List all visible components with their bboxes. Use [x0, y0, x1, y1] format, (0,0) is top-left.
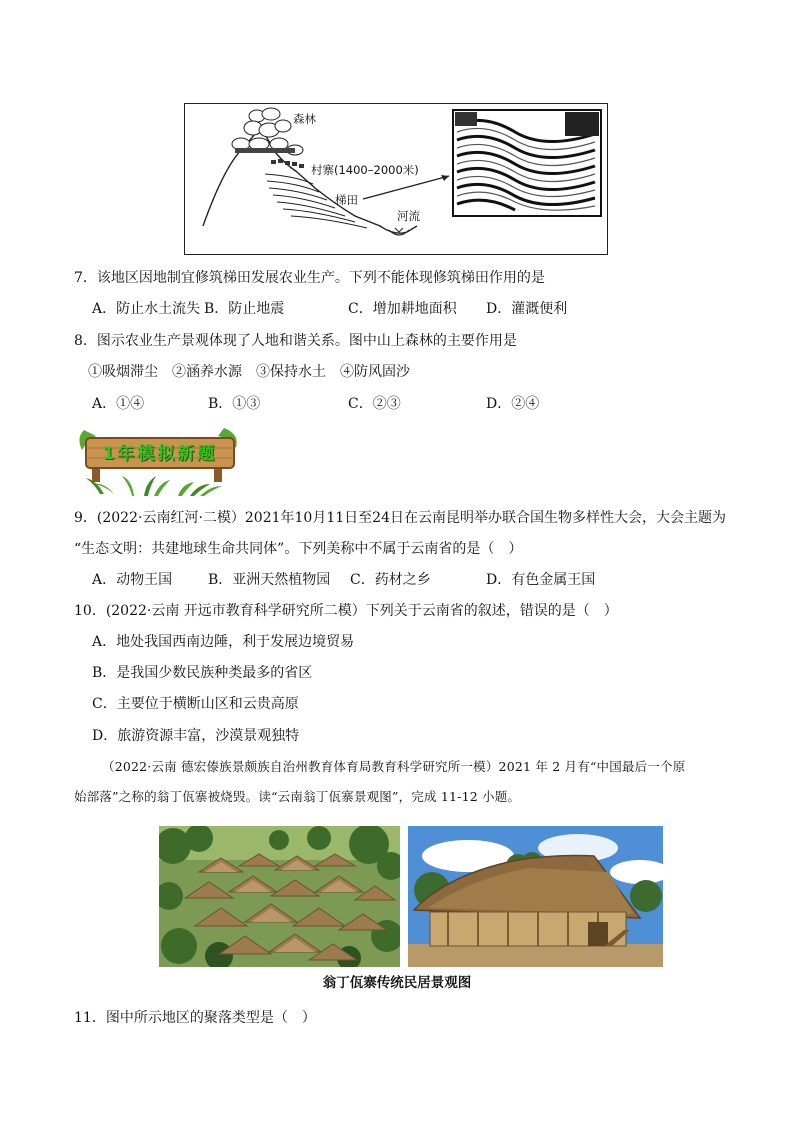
q10-option-d: D．旅游资源丰富，沙漠景观独特 [92, 728, 300, 744]
q9-options [0, 570, 794, 590]
q9-option-c: C．药材之乡 [350, 572, 431, 588]
q7-option-b: B．防止地震 [204, 301, 285, 317]
q8-option-b: B．①③ [208, 396, 261, 412]
q8-options [0, 394, 794, 414]
banner-text: 1年模拟新题 [102, 444, 218, 464]
q7-options [0, 299, 794, 319]
label-village: 村寨(1400–2000米) [311, 163, 419, 177]
q7-option-d: D．灌溉便利 [486, 301, 568, 317]
q8-option-a: A．①④ [92, 396, 145, 412]
q9-line2: “生态文明：共建地球生命共同体”。下列美称中不属于云南省的是（ ） [74, 541, 523, 557]
q10-stem: 10．(2022·云南 开远市教育科学研究所二模）下列关于云南省的叙述，错误的是（ ） [74, 603, 618, 619]
q7-stem: 7．该地区因地制宜修筑梯田发展农业生产。下列不能体现修筑梯田作用的是 [74, 270, 545, 286]
q8-option-d: D．②④ [486, 396, 540, 412]
q9-option-b: B．亚洲天然植物园 [208, 572, 331, 588]
intro-line2: 始部落”之称的翁丁佤寨被烧毁。读“云南翁丁佤寨景观图”，完成 11-12 小题。 [74, 789, 521, 804]
q10-option-b: B．是我国少数民族种类最多的省区 [92, 665, 313, 681]
section-banner [74, 424, 244, 496]
q8-stem: 8．图示农业生产景观体现了人地和谐关系。图中山上森林的主要作用是 [74, 333, 517, 349]
q9-option-d: D．有色金属王国 [486, 572, 596, 588]
q8-items: ①吸烟滞尘 ②涵养水源 ③保持水土 ④防风固沙 [88, 364, 410, 380]
village-overview-photo [159, 826, 400, 967]
terrace-diagram-drawing [185, 104, 606, 253]
q7-option-a: A．防止水土流失 [92, 301, 201, 317]
q11-stem: 11．图中所示地区的聚落类型是（ ） [74, 1010, 316, 1026]
q10-option-a: A．地处我国西南边陲，利于发展边境贸易 [92, 634, 355, 650]
q8-option-c: C．②③ [348, 396, 401, 412]
q9-line1: 9．(2022·云南红河·二模）2021年10月11日至24日在云南昆明举办联合国生物多样性大会，大会主题为 [74, 510, 726, 526]
label-forest: 森林 [293, 112, 316, 126]
village-overview-drawing [159, 826, 400, 967]
q10-option-c: C．主要位于横断山区和云贵高原 [92, 696, 299, 712]
thatched-house-drawing [408, 826, 663, 967]
label-river: 河流 [397, 209, 420, 223]
terrace-diagram [184, 103, 608, 255]
figure-caption: 翁丁佤寨传统民居景观图 [322, 975, 472, 991]
q9-option-a: A．动物王国 [92, 572, 173, 588]
intro-line1: （2022·云南 德宏傣族景颇族自治州教育体育局教育科学研究所一模）2021 年 2 月有“中国最后一个原 [102, 759, 686, 774]
q7-option-c: C．增加耕地面积 [348, 301, 457, 317]
thatched-house-photo [408, 826, 663, 967]
label-terraces: 梯田 [335, 193, 358, 207]
